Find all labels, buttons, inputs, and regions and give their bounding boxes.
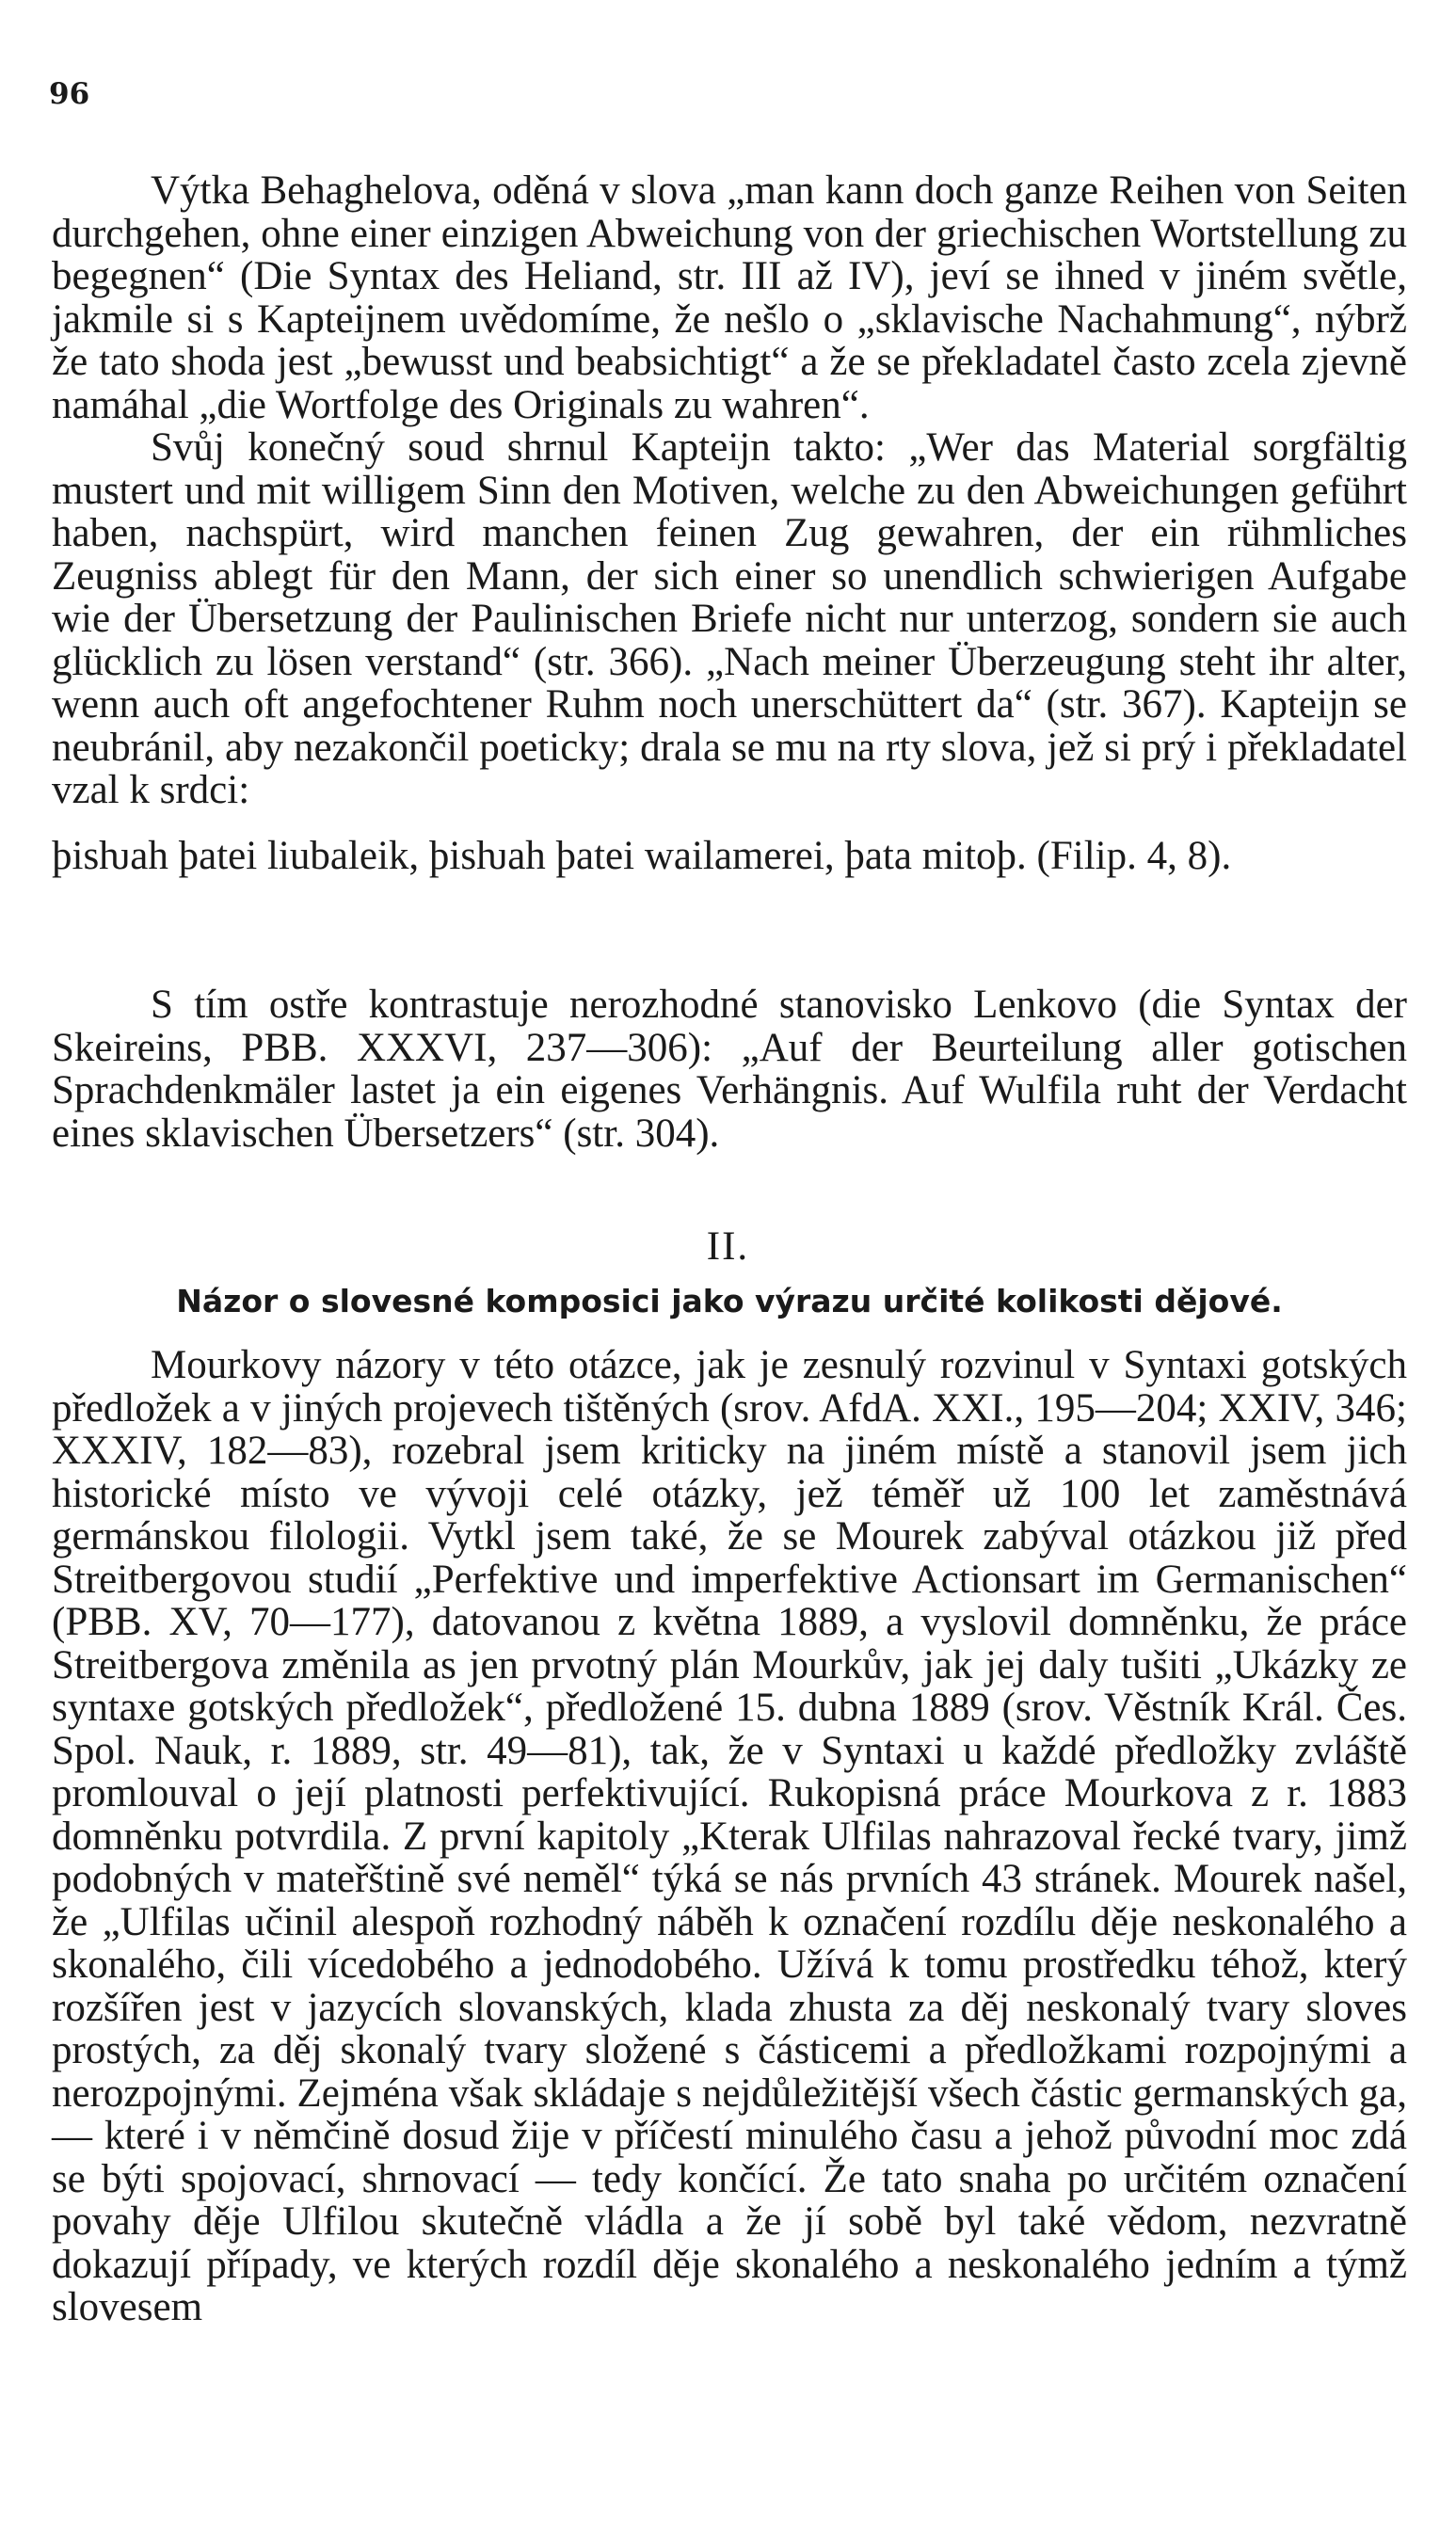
gothic-verse-quote: þisƕah þatei liubaleik, þisƕah þatei wailamerei, þata mitoþ. (Filip. 4, 8). xyxy=(52,833,1232,878)
section-title: Názor o slovesné komposici jako výrazu určité kolikosti dějové. xyxy=(176,1283,1283,1319)
paragraph-behaghel: Výtka Behaghelova, oděná v slova „man kann doch ganze Reihen von Seiten durchgehen, ohne einer einzigen Abweichung von der griechischen Wortstellung zu begegnen“ (Die Syntax des Heliand, str. III až IV), jeví se ihned v jiném světle, jakmile si s Kapteijnem uvědomíme, že nešlo o „sklavische Nachahmung“, nýbrž že tato shoda jest „bewusst und beabsichtigt“ a že se překladatel často zcela zjevně namáhal „die Wortfolge des Originals zu wahren“. xyxy=(52,168,1407,427)
section-1-closing xyxy=(52,983,1407,1155)
paragraph-lenk: S tím ostře kontrastuje nerozhodné stanovisko Lenkovo (die Syntax der Skeireins, PBB. XXXVI, 237—306): „Auf der Beurteilung aller gotischen Sprachdenkmäler lastet ja ein eigenes Verhängnis. Auf Wulfila ruht der Verdacht eines sklavischen Übersetzers“ (str. 304). xyxy=(52,983,1407,1156)
section-1-text xyxy=(52,169,1407,898)
section-number: II. xyxy=(706,1224,750,1269)
paragraph-mourek: Mourkovy názory v této otázce, jak je zesnulý rozvinul v Syntaxi gotských předložek a v jiných projevech tištěných (srov. AfdA. XXI., 195—204; XXIV, 346; XXXIV, 182—83), rozebral jsem kriticky na jiném místě a stanovil jsem jich historické místo ve vývoji celé otázky, jež téměř už 100 let zaměstnává germánskou filologii. Vytkl jsem také, že se Mourek zabýval otázkou již před Streitbergovou studií „Perfektive und imperfektive Actionsart im Germanischen“ (PBB. XV, 70—177), datovanou z května 1889, a vyslovil domněnku, že práce Streitbergova změnila as jen prvotný plán Mourkův, jak jej daly tušiti „Ukázky ze syntaxe gotských předložek“, předložené 15. dubna 1889 (srov. Věstník Král. Čes. Spol. Nauk, r. 1889, str. 49—81), tak, že v Syntaxi u každé předložky zvláště promlouval o její platnosti perfektivující. Rukopisná práce Mourkova z r. 1883 domněnku potvrdila. Z první kapitoly „Kterak Ulfilas nahrazoval řecké tvary, jimž podobných v mateřštině své neměl“ týká se nás prvních 43 stránek. Mourek našel, že „Ulfilas učinil alespoň rozhodný náběh k označení rozdílu děje neskonalého a skonalého, čili vícedobého a jednodobého. Užívá k tomu prostředku téhož, který rozšířen jest v jazycích slovanských, klada zhusta za děj neskonalý tvary sloves prostých, za děj skonalý tvary složené s částicemi a předložkami rozpojnými a nerozpojnými. Zejména však skládaje s nejdůležitější všech částic germanských ga, — které i v němčině dosud žije v příčestí minulého času a jehož původní moc zdá se býti spojovací, shrnovací — tedy končící. Že tato snaha po určitém označení povahy děje Ulfilou skutečně vládla a že jí sobě byl také vědom, nezvratně dokazují případy, ve kterých rozdíl děje skonalého a neskonalého jedním a týmž slovesem xyxy=(52,1343,1407,2329)
page-number: 96 xyxy=(49,77,90,111)
section-2-text xyxy=(52,1344,1407,2329)
paragraph-kapteijn: Svůj konečný soud shrnul Kapteijn takto: „Wer das Material sorgfältig mustert und mit willigem Sinn den Motiven, welche zu den Abweichungen geführt haben, nachspürt, wird manchen feinen Zug gewahren, der ein rühmliches Zeugniss ablegt für den Mann, der sich einer so unendlich schwierigen Aufgabe wie der Übersetzung der Paulinischen Briefe nicht nur unterzog, sondern sie auch glücklich zu lösen verstand“ (str. 366). „Nach meiner Überzeugung steht ihr alter, wenn auch oft angefochtener Ruhm noch unerschüttert da“ (str. 367). Kapteijn se neubránil, aby nezakončil poeticky; drala se mu na rty slova, jež si prý i překladatel vzal k srdci: xyxy=(52,425,1407,812)
